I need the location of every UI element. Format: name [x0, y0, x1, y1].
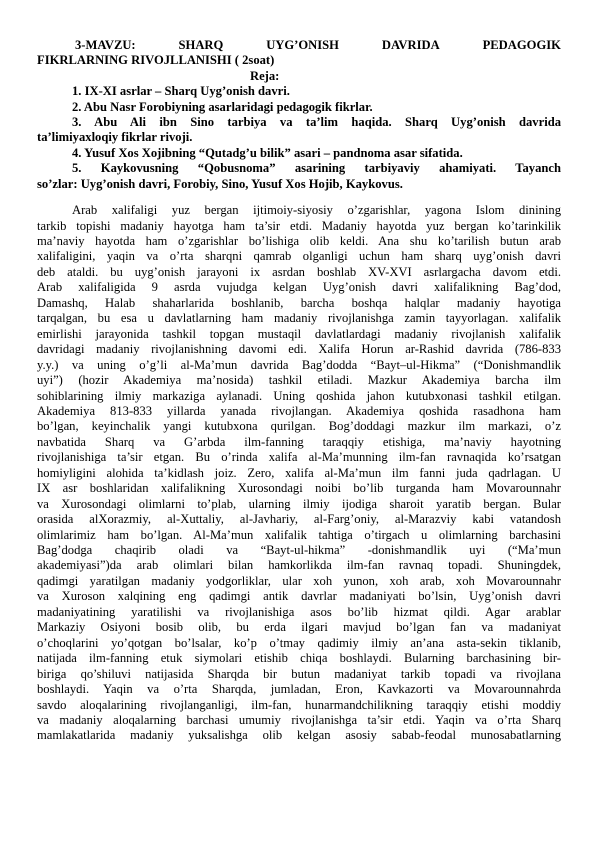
paragraph-line: natijada ilm-fanning etuk siymolari etishib chiqa boshlaydi. Bularning barchasining bir-: [37, 651, 561, 666]
title-word: 3-MAVZU:: [75, 38, 136, 52]
title-line-2: FIKRLARNING RIVOJLLANISHI ( 2soat): [37, 53, 275, 68]
paragraph-line: uyi”) (hozir Akademiya ma’nosida) tashkil etiladi. Mazkur Akademiya barcha ilm: [37, 373, 561, 388]
plan-item: 1. IX-XI asrlar – Sharq Uyg’onish davri.: [72, 84, 290, 99]
paragraph-gap: [37, 192, 561, 203]
document-page: [37, 38, 561, 744]
body-text: [37, 203, 561, 744]
paragraph-line: rivojlanishiga ta’sir etgan. Bu o’rinda xalifa al-Ma’munning ilm-fan ravnaqida ko’rsatgan: [37, 450, 561, 465]
title-word: SHARQ: [178, 38, 224, 52]
paragraph-line: qadimgi yaratilgan madaniy yodgorliklar, ular xoh yunon, xoh arab, xoh Movarounnahr: [37, 573, 561, 588]
paragraph-first-line: Arab xalifaligi yuz bergan ijtimoiy-siyosiy o’zgarishlar, yagona Islom dinining: [72, 203, 561, 218]
plan-item: 3. Abu Ali ibn Sino tarbiya va ta’lim haqida. Sharq Uyg’onish davrida: [72, 115, 561, 130]
paragraph-line: bo’lgan, keyinchalik yangi kutubxona qurilgan. Bog’doddagi mazkur ilm markazi, o’z: [37, 419, 561, 434]
paragraph-line: va Xurosondagi olimlarni to’plab, ularning ilmiy ijodiga sharoit yaratib bergan. Bular: [37, 496, 561, 511]
title-word: UYG’ONISH: [266, 38, 339, 52]
paragraph-line: Akademiya 813-833 yillarda yanada rivojlangan. Akademiya qoshida rasadhona ham: [37, 403, 561, 418]
paragraph-line: mamlakatlarida madaniy yuksalishga olib kelgan asosiy sabab-feodal munosabatlarning: [37, 728, 561, 743]
paragraph-line: y.y.) va uning o’g’li al-Ma’mun davrida Bag’dodda “Bayt–ul-Hikma” (“Donishmandlik: [37, 357, 561, 372]
paragraph-line: Arab xalifaligida 9 asrda vujudga kelgan Uyg’onish davri xalifalikning Bag’dod,: [37, 280, 561, 295]
title-word: PEDAGOGIK: [482, 38, 561, 52]
paragraph-line: Damashq, Halab shaharlarida boshlanib, barcha boshqa halqlar madaniy hayotiga: [37, 295, 561, 310]
paragraph-line: olimlarimiz ham bo’lgan. Al-Ma’mun xalifalik tahtiga o’tirgach u olimlarning barchasini: [37, 527, 561, 542]
paragraph-line: orasida alXorazmiy, al-Xuttaliy, al-Javhariy, al-Farg’oniy, al-Marazviy kabi vatandosh: [37, 512, 561, 527]
paragraph-line: Bag’dodga chaqirib oladi va “Bayt-ul-hikma” -donishmandlik uyi (“Ma’mun: [37, 543, 561, 558]
paragraph-line: deb ataldi. bu uyg’onish jarayoni ix asrdan boshlab XV-XVI asrlargacha davom etdi.: [37, 264, 561, 279]
paragraph-line: savdo aloqalarining rivojlanganligi, ilm-fan, hunarmandchilikning taraqqiy etishi moddiy: [37, 697, 561, 712]
plan-item: 2. Abu Nasr Forobiyning asarlaridagi pedagogik fikrlar.: [72, 99, 373, 114]
plan-item-continued: ta’limiyaxloqiy fikrlar rivoji.: [37, 130, 193, 145]
paragraph-line: sohiblarining ilmiy markaziga aylanadi. Uning qoshida jahon kutubxonasi tashkil etilgan.: [37, 388, 561, 403]
plan-item: 5. Kaykovusning “Qobusnoma” asarining tarbiyaviy ahamiyati. Tayanch: [72, 161, 561, 176]
paragraph-line: va Xuroson xalqining eng qadimgi antik davrlar madaniyati bo’lsin, Uyg’onish davri: [37, 589, 561, 604]
paragraph-line: boshlaydi. Yaqin va o’rta Sharqda, jumladan, Eron, Kavkazorti va Movarounnahrda: [37, 682, 561, 697]
paragraph-line: IX asr boshlaridan xalifalikning Xurosondagi noibi bo’lib turganda ham Movarounnahr: [37, 481, 561, 496]
paragraph-line: ma’naviy hayotda ham o’zgarishlar bo’lishiga olib keldi. Ana shu ko’tarilish butun arab: [37, 233, 561, 248]
paragraph-line: tarqalgan, bu esa u davlatlarning ham madaniy rivojlanishga zamin tayyorlagan. xalifalik: [37, 311, 561, 326]
paragraph-line: madaniyatining yaratilishi va rivojlanishiga asos bo’lib hizmat qildi. Agar arablar: [37, 604, 561, 619]
paragraph-line: homiyligini alohida ta’kidlash joiz. Zero, xalifa al-Ma’mun ilm fanni juda qadrlagan. U: [37, 465, 561, 480]
paragraph-line: davridagi madaniy rivojlanishning davomi edi. Xalifa Horun ar-Rashid davrida (786-833: [37, 342, 561, 357]
plan-item: 4. Yusuf Xos Xojibning “Qutadg’u bilik” asari – pandnoma asar sifatida.: [72, 145, 463, 160]
title-line-1: [37, 38, 561, 53]
paragraph-line: navbatida Sharq va G’arbda ilm-fanning taraqqiy etishiga, ma’naviy hayotning: [37, 434, 561, 449]
paragraph-line: va madaniy aloqalarning barchasi umumiy rivojlanishga ta’sir etdi. Yaqin va o’rta Sharq: [37, 713, 561, 728]
paragraph-line: Markaziy Osiyoni bosib olib, bu erda ilgari mavjud bo’lgan fan va madaniyat: [37, 620, 561, 635]
paragraph-line: xalifaligini, yaqin va o’rta sharqni qamrab olganligi uchun ham sharq uyg’onish davri: [37, 249, 561, 264]
title-word: DAVRIDA: [381, 38, 440, 52]
paragraph-line: akademiyasi”)da arab olimlari bilan hamkorlikda ilm-fan ravnaq topadi. Shuningdek,: [37, 558, 561, 573]
plan-label: Reja:: [250, 68, 280, 83]
paragraph-line: tarkib topishi madaniy hayotga ham ta’sir etdi. Madaniy hayotda yuz bergan ko’tarinkilik: [37, 218, 561, 233]
paragraph-line: biriga qo’shiluvi natijasida Sharqda bir butun madaniyat tarkib topadi va rivojlana: [37, 666, 561, 681]
keywords-line: so’zlar: Uyg’onish davri, Forobiy, Sino, Yusuf Xos Hojib, Kaykovus.: [37, 176, 403, 191]
paragraph-line: emirlishi jarayonida tashkil topgan mustaqil davlatlardagi madaniy rivojlanish xalifalik: [37, 326, 561, 341]
paragraph-line: o’choqlarini yo’qotgan bo’lsalar, ko’p o’tmay qadimiy ilmiy an’ana asta-sekin tiklanib,: [37, 635, 561, 650]
